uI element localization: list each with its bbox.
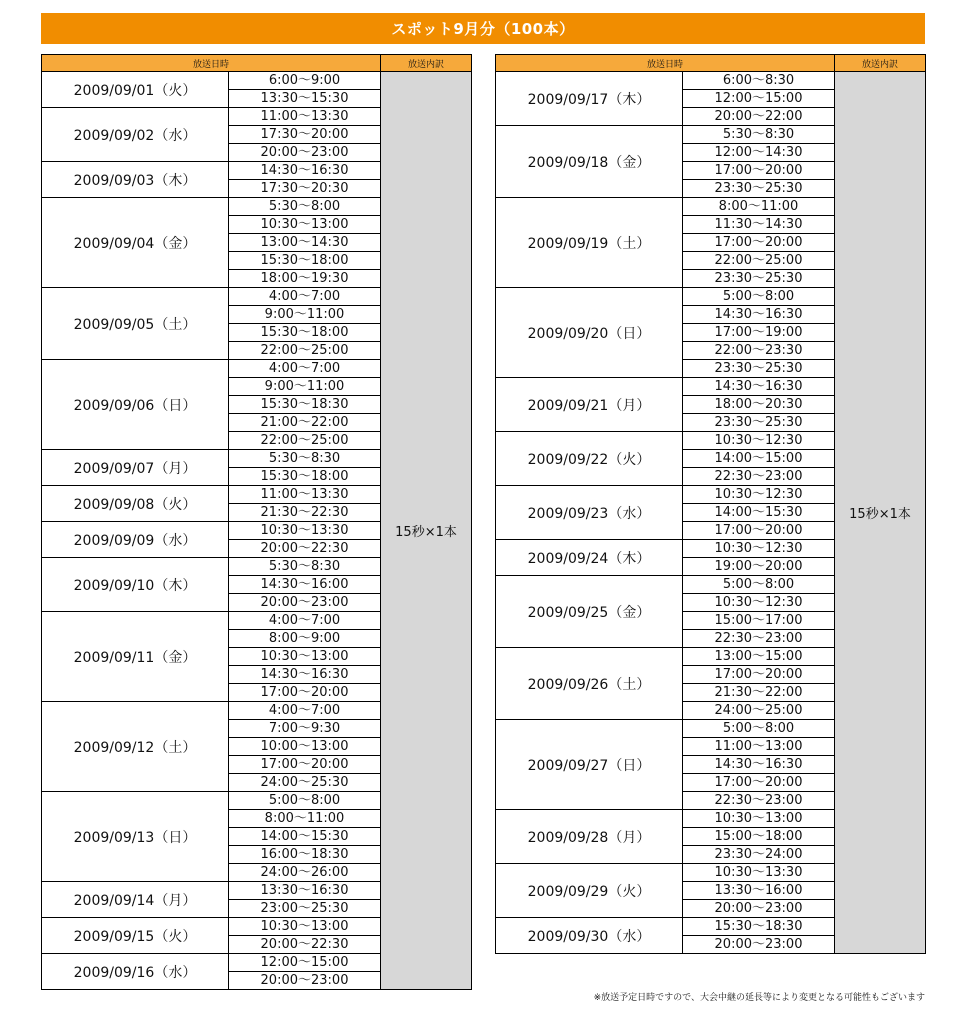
time-slot: 22:30～23:00 — [683, 468, 835, 486]
time-slot: 10:30～12:30 — [683, 432, 835, 450]
broadcast-date: 2009/09/28（月） — [496, 810, 683, 864]
broadcast-date: 2009/09/04（金） — [42, 198, 229, 288]
time-slot: 10:30～13:00 — [229, 918, 381, 936]
time-slot: 10:30～13:00 — [229, 216, 381, 234]
time-slot: 20:00～22:30 — [229, 936, 381, 954]
time-slot: 5:30～8:30 — [683, 126, 835, 144]
broadcast-date: 2009/09/20（日） — [496, 288, 683, 378]
time-slot: 14:00～15:30 — [683, 504, 835, 522]
time-slot: 6:00～8:30 — [683, 72, 835, 90]
time-slot: 17:30～20:00 — [229, 126, 381, 144]
time-slot: 10:30～12:30 — [683, 594, 835, 612]
broadcast-date: 2009/09/18（金） — [496, 126, 683, 198]
time-slot: 5:00～8:00 — [229, 792, 381, 810]
time-slot: 22:30～23:00 — [683, 792, 835, 810]
time-slot: 14:30～16:30 — [683, 378, 835, 396]
header-datetime: 放送日時 — [42, 55, 381, 72]
time-slot: 17:00～20:00 — [683, 774, 835, 792]
broadcast-date: 2009/09/14（月） — [42, 882, 229, 918]
time-slot: 18:00～20:30 — [683, 396, 835, 414]
broadcast-date: 2009/09/06（日） — [42, 360, 229, 450]
time-slot: 20:00～23:00 — [229, 972, 381, 990]
time-slot: 13:30～16:00 — [683, 882, 835, 900]
broadcast-date: 2009/09/11（金） — [42, 612, 229, 702]
time-slot: 19:00～20:00 — [683, 558, 835, 576]
time-slot: 10:30～12:30 — [683, 486, 835, 504]
time-slot: 21:30～22:00 — [683, 684, 835, 702]
broadcast-date: 2009/09/07（月） — [42, 450, 229, 486]
broadcast-date: 2009/09/21（月） — [496, 378, 683, 432]
time-slot: 13:30～15:30 — [229, 90, 381, 108]
time-slot: 6:00～9:00 — [229, 72, 381, 90]
time-slot: 15:30～18:00 — [229, 252, 381, 270]
time-slot: 20:00～22:30 — [229, 540, 381, 558]
time-slot: 11:00～13:30 — [229, 486, 381, 504]
schedule-table-left — [41, 54, 472, 990]
broadcast-date: 2009/09/16（水） — [42, 954, 229, 990]
time-slot: 8:00～9:00 — [229, 630, 381, 648]
time-slot: 10:30～13:00 — [683, 810, 835, 828]
time-slot: 20:00～23:00 — [683, 936, 835, 954]
time-slot: 14:00～15:00 — [683, 450, 835, 468]
time-slot: 10:30～13:00 — [229, 648, 381, 666]
time-slot: 13:00～15:00 — [683, 648, 835, 666]
time-slot: 5:30～8:30 — [229, 558, 381, 576]
time-slot: 15:30～18:00 — [229, 324, 381, 342]
time-slot: 23:30～25:30 — [683, 360, 835, 378]
broadcast-date: 2009/09/27（日） — [496, 720, 683, 810]
broadcast-date: 2009/09/24（木） — [496, 540, 683, 576]
broadcast-date: 2009/09/05（土） — [42, 288, 229, 360]
time-slot: 12:00～15:00 — [683, 90, 835, 108]
time-slot: 11:00～13:00 — [683, 738, 835, 756]
time-slot: 22:00～23:30 — [683, 342, 835, 360]
time-slot: 17:00～20:00 — [683, 162, 835, 180]
time-slot: 17:00～20:00 — [683, 234, 835, 252]
time-slot: 14:30～16:30 — [229, 162, 381, 180]
time-slot: 13:00～14:30 — [229, 234, 381, 252]
broadcast-date: 2009/09/29（火） — [496, 864, 683, 918]
time-slot: 17:00～20:00 — [229, 684, 381, 702]
time-slot: 11:00～13:30 — [229, 108, 381, 126]
broadcast-date: 2009/09/30（水） — [496, 918, 683, 954]
time-slot: 21:00～22:00 — [229, 414, 381, 432]
time-slot: 14:30～16:30 — [683, 306, 835, 324]
time-slot: 15:30～18:00 — [229, 468, 381, 486]
header-content: 放送内訳 — [835, 55, 926, 72]
time-slot: 23:30～25:30 — [683, 414, 835, 432]
time-slot: 15:30～18:30 — [683, 918, 835, 936]
time-slot: 9:00～11:00 — [229, 378, 381, 396]
broadcast-date: 2009/09/12（土） — [42, 702, 229, 792]
time-slot: 13:30～16:30 — [229, 882, 381, 900]
time-slot: 23:30～25:30 — [683, 270, 835, 288]
time-slot: 5:30～8:30 — [229, 450, 381, 468]
time-slot: 22:00～25:00 — [229, 432, 381, 450]
time-slot: 24:00～26:00 — [229, 864, 381, 882]
time-slot: 10:30～12:30 — [683, 540, 835, 558]
time-slot: 24:00～25:00 — [683, 702, 835, 720]
time-slot: 14:00～15:30 — [229, 828, 381, 846]
broadcast-date: 2009/09/03（木） — [42, 162, 229, 198]
time-slot: 17:00～20:00 — [683, 522, 835, 540]
time-slot: 23:00～25:30 — [229, 900, 381, 918]
time-slot: 10:30～13:30 — [683, 864, 835, 882]
time-slot: 23:30～24:00 — [683, 846, 835, 864]
time-slot: 18:00～19:30 — [229, 270, 381, 288]
time-slot: 20:00～22:00 — [683, 108, 835, 126]
broadcast-content: 15秒×1本 — [835, 72, 926, 954]
time-slot: 15:30～18:30 — [229, 396, 381, 414]
time-slot: 24:00～25:30 — [229, 774, 381, 792]
time-slot: 5:00～8:00 — [683, 288, 835, 306]
broadcast-date: 2009/09/15（火） — [42, 918, 229, 954]
time-slot: 20:00～23:00 — [229, 144, 381, 162]
table-row — [42, 72, 472, 90]
schedule-table-right — [495, 54, 926, 954]
time-slot: 20:00～23:00 — [229, 594, 381, 612]
time-slot: 17:00～20:00 — [229, 756, 381, 774]
page-title: スポット9月分（100本） — [41, 13, 925, 44]
broadcast-date: 2009/09/01（火） — [42, 72, 229, 108]
header-datetime: 放送日時 — [496, 55, 835, 72]
broadcast-date: 2009/09/13（日） — [42, 792, 229, 882]
time-slot: 9:00～11:00 — [229, 306, 381, 324]
time-slot: 21:30～22:30 — [229, 504, 381, 522]
time-slot: 5:00～8:00 — [683, 720, 835, 738]
time-slot: 4:00～7:00 — [229, 612, 381, 630]
time-slot: 17:00～20:00 — [683, 666, 835, 684]
time-slot: 14:30～16:30 — [683, 756, 835, 774]
broadcast-date: 2009/09/02（水） — [42, 108, 229, 162]
time-slot: 14:30～16:00 — [229, 576, 381, 594]
footnote: ※放送予定日時ですので、大会中継の延長等により変更となる可能性もございます — [593, 993, 925, 1003]
broadcast-date: 2009/09/17（木） — [496, 72, 683, 126]
time-slot: 12:00～15:00 — [229, 954, 381, 972]
time-slot: 4:00～7:00 — [229, 360, 381, 378]
time-slot: 22:30～23:00 — [683, 630, 835, 648]
time-slot: 17:30～20:30 — [229, 180, 381, 198]
time-slot: 10:00～13:00 — [229, 738, 381, 756]
time-slot: 15:00～18:00 — [683, 828, 835, 846]
time-slot: 8:00～11:00 — [683, 198, 835, 216]
time-slot: 4:00～7:00 — [229, 702, 381, 720]
time-slot: 23:30～25:30 — [683, 180, 835, 198]
time-slot: 15:00～17:00 — [683, 612, 835, 630]
broadcast-date: 2009/09/10（木） — [42, 558, 229, 612]
time-slot: 17:00～19:00 — [683, 324, 835, 342]
broadcast-date: 2009/09/22（火） — [496, 432, 683, 486]
table-row — [496, 72, 926, 90]
broadcast-date: 2009/09/26（土） — [496, 648, 683, 720]
broadcast-content: 15秒×1本 — [381, 72, 472, 990]
time-slot: 11:30～14:30 — [683, 216, 835, 234]
time-slot: 5:30～8:00 — [229, 198, 381, 216]
time-slot: 22:00～25:00 — [683, 252, 835, 270]
time-slot: 16:00～18:30 — [229, 846, 381, 864]
time-slot: 14:30～16:30 — [229, 666, 381, 684]
time-slot: 4:00～7:00 — [229, 288, 381, 306]
time-slot: 12:00～14:30 — [683, 144, 835, 162]
broadcast-date: 2009/09/09（水） — [42, 522, 229, 558]
broadcast-date: 2009/09/25（金） — [496, 576, 683, 648]
time-slot: 7:00～9:30 — [229, 720, 381, 738]
time-slot: 10:30～13:30 — [229, 522, 381, 540]
header-content: 放送内訳 — [381, 55, 472, 72]
time-slot: 5:00～8:00 — [683, 576, 835, 594]
time-slot: 8:00～11:00 — [229, 810, 381, 828]
time-slot: 22:00～25:00 — [229, 342, 381, 360]
broadcast-date: 2009/09/19（土） — [496, 198, 683, 288]
time-slot: 20:00～23:00 — [683, 900, 835, 918]
broadcast-date: 2009/09/23（水） — [496, 486, 683, 540]
broadcast-date: 2009/09/08（火） — [42, 486, 229, 522]
